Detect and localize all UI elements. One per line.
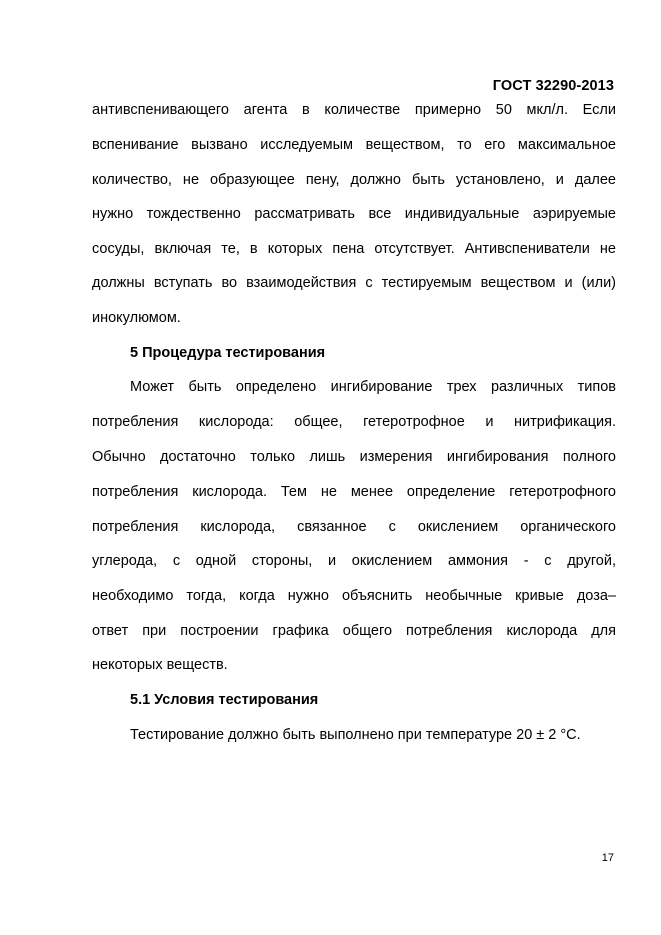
text-line: ответ при построении графика общего потребления кислорода для <box>92 623 616 639</box>
text-line: необходимо тогда, когда нужно объяснить необычные кривые доза– <box>92 588 616 604</box>
text-line: сосуды, включая те, в которых пена отсутствует. Антивспениватели не <box>92 241 616 257</box>
text-line: должны вступать во взаимодействия с тестируемым веществом и (или) <box>92 275 616 291</box>
text-line: Может быть определено ингибирование трех различных типов <box>130 379 616 395</box>
text-line: потребления кислорода. Тем не менее определение гетеротрофного <box>92 484 616 500</box>
text-line: вспенивание вызвано исследуемым веществом, то его максимальное <box>92 137 616 153</box>
text-line: инокулюмом. <box>92 310 181 326</box>
document-code: ГОСТ 32290-2013 <box>492 78 614 94</box>
text-line: количество, не образующее пену, должно быть установлено, и далее <box>92 172 616 188</box>
page-number: 17 <box>601 852 614 864</box>
text-line: потребления кислорода, связанное с окислением органического <box>92 519 616 535</box>
text-line: углерода, с одной стороны, и окислением аммония - с другой, <box>92 553 616 569</box>
text-line: Обычно достаточно только лишь измерения ингибирования полного <box>92 449 616 465</box>
text-line: некоторых веществ. <box>92 657 228 673</box>
text-line: нужно тождественно рассматривать все индивидуальные аэрируемые <box>92 206 616 222</box>
text-line: Тестирование должно быть выполнено при температуре 20 ± 2 °С. <box>130 727 581 743</box>
subsection-heading: 5.1 Условия тестирования <box>130 692 319 708</box>
text-line: потребления кислорода: общее, гетеротрофное и нитрификация. <box>92 414 616 430</box>
section-heading: 5 Процедура тестирования <box>130 345 326 361</box>
text-line: антивспенивающего агента в количестве примерно 50 мкл/л. Если <box>92 102 616 118</box>
